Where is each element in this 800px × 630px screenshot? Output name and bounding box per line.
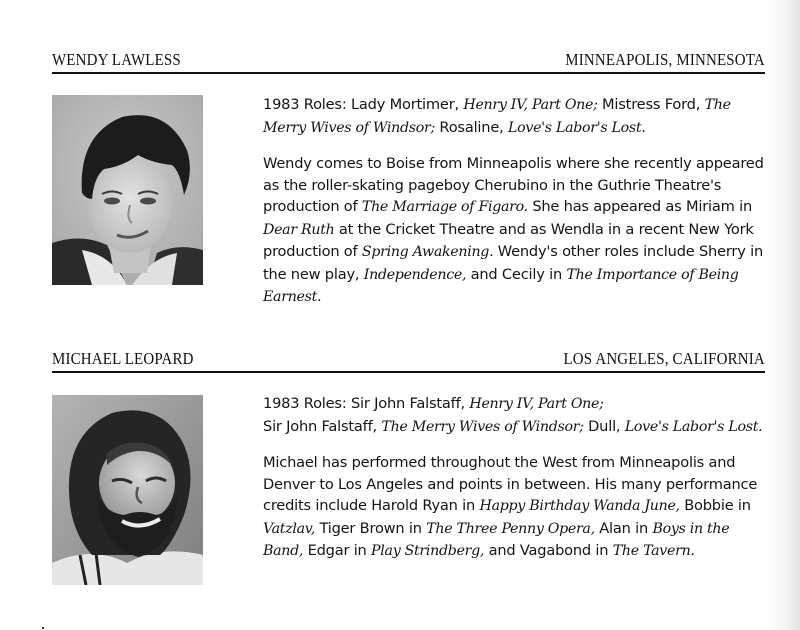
page-edge-shadow bbox=[768, 0, 800, 630]
text-run: Wendy comes to Boise from Minneapolis where she recently appeared as the roller-skating pageboy Cherubino in the Guthrie Theatre's production of bbox=[263, 155, 764, 215]
roles-paragraph bbox=[263, 94, 768, 139]
title-italic: The Tavern. bbox=[612, 543, 695, 559]
text-run: Bobbie in bbox=[679, 497, 751, 514]
title-italic: Happy Birthday Wanda June, bbox=[479, 498, 680, 514]
text-run: Rosaline, bbox=[434, 118, 508, 136]
bio-paragraph bbox=[263, 153, 768, 309]
text-run: Mistress Ford, bbox=[597, 96, 705, 113]
actor-name: MICHAEL LEOPARD bbox=[52, 349, 194, 368]
title-italic: Boys in the Band, bbox=[263, 520, 730, 559]
text-run: 1983 Roles: Lady Mortimer, bbox=[263, 96, 464, 113]
bio-text bbox=[263, 393, 768, 563]
title-italic: Play Strindberg, bbox=[371, 543, 485, 559]
headshot-bearded-man-image bbox=[52, 395, 203, 585]
roles-paragraph bbox=[263, 393, 768, 438]
bio-paragraph bbox=[263, 452, 768, 563]
text-run: and Cecily in bbox=[466, 265, 567, 283]
title-italic: Love's Labor's Lost. bbox=[507, 119, 646, 136]
print-speck bbox=[42, 627, 44, 629]
text-run: Wendy's other roles include Sherry in the new play, bbox=[263, 243, 764, 283]
title-italic: Vatzlav, bbox=[263, 520, 316, 537]
title-italic: Henry IV, Part One; bbox=[463, 97, 598, 113]
text-run: Sir John Falstaff, bbox=[263, 417, 382, 435]
title-italic: Independence, bbox=[363, 266, 467, 283]
text-run: at the Cricket Theatre and as Wendla in a recent New York production of bbox=[263, 220, 754, 260]
text-run: and Vagabond in bbox=[484, 542, 613, 559]
text-run: Tiger Brown in bbox=[315, 519, 427, 537]
text-run: Michael has performed throughout the West from Minneapolis and Denver to Los Angeles and points in between. His many performance credits include Harold Ryan in bbox=[263, 454, 758, 514]
text-run: 1983 Roles: Sir John Falstaff, bbox=[263, 395, 470, 412]
title-italic: The Merry Wives of Windsor; bbox=[381, 418, 584, 435]
title-italic: The Merry Wives of Windsor; bbox=[263, 97, 731, 136]
title-italic: Love's Labor's Lost. bbox=[624, 418, 763, 435]
text-run: Dull, bbox=[583, 417, 625, 435]
actor-headshot-photo bbox=[52, 95, 203, 285]
text-run: Alan in bbox=[594, 519, 653, 537]
title-italic: The Three Penny Opera, bbox=[426, 520, 595, 537]
bio-text bbox=[263, 94, 768, 309]
actor-name: WENDY LAWLESS bbox=[52, 50, 181, 69]
bio-header bbox=[52, 48, 765, 74]
title-italic: Spring Awakening. bbox=[361, 244, 494, 260]
actor-headshot-photo bbox=[52, 395, 203, 585]
bio-entry bbox=[52, 347, 765, 559]
actor-hometown: LOS ANGELES, CALIFORNIA bbox=[563, 349, 765, 368]
title-italic: The Marriage of Figaro. bbox=[361, 199, 528, 215]
headshot-woman-image bbox=[52, 95, 203, 285]
title-italic: Henry IV, Part One; bbox=[469, 396, 604, 412]
bio-header bbox=[52, 347, 765, 373]
text-run: She has appeared as Miriam in bbox=[527, 198, 753, 215]
bio-entry bbox=[52, 48, 765, 305]
actor-hometown: MINNEAPOLIS, MINNESOTA bbox=[565, 50, 765, 69]
text-run: Edgar in bbox=[303, 542, 372, 559]
title-italic: Dear Ruth bbox=[263, 221, 335, 238]
title-italic: The Importance of Being Earnest. bbox=[263, 266, 739, 305]
